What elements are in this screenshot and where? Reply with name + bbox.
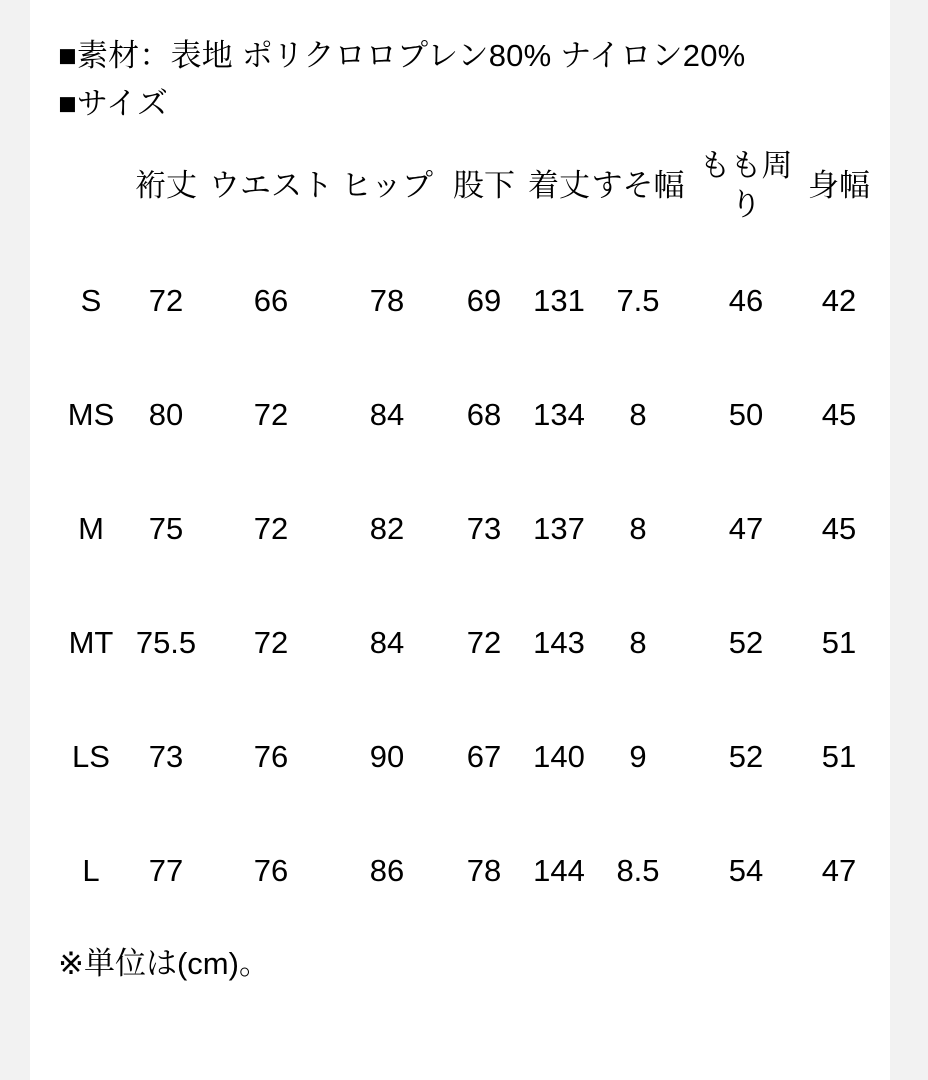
table-row (58, 358, 872, 472)
table-row (58, 700, 872, 814)
table-header-cell: 身幅 (808, 167, 870, 203)
table-cell: 76 (253, 852, 289, 888)
unit-note: ※単位は(cm)。 (58, 946, 270, 982)
table-cell: 80 (148, 396, 184, 432)
table-cell: 75 (148, 510, 184, 546)
table-cell: 52 (728, 738, 764, 774)
table-cell: 72 (466, 624, 502, 660)
row-size-label: S (80, 282, 102, 318)
table-cell: 78 (466, 852, 502, 888)
table-cell: 66 (253, 282, 289, 318)
table-cell: 8 (629, 510, 647, 546)
row-size-label: LS (72, 738, 110, 774)
table-cell: 45 (821, 510, 857, 546)
table-cell: 54 (728, 852, 764, 888)
table-row (58, 244, 872, 358)
table-cell: 50 (728, 396, 764, 432)
size-heading: ■サイズ (58, 86, 169, 122)
table-cell: 42 (821, 282, 857, 318)
table-cell: 8.5 (616, 852, 660, 888)
table-cell: 46 (728, 282, 764, 318)
row-size-label: L (82, 852, 100, 888)
table-header-cell: 股下 (453, 167, 515, 203)
table-header-cell: ヒップ (340, 167, 434, 203)
table-cell: 137 (533, 510, 585, 546)
table-cell: 77 (148, 852, 184, 888)
table-cell: 51 (821, 624, 857, 660)
table-cell: 9 (629, 738, 647, 774)
table-header-cell: すそ幅 (591, 167, 685, 203)
table-cell: 73 (148, 738, 184, 774)
table-cell: 72 (148, 282, 184, 318)
table-cell: 47 (821, 852, 857, 888)
table-cell: 72 (253, 510, 289, 546)
table-cell: 45 (821, 396, 857, 432)
table-cell: 140 (533, 738, 585, 774)
table-cell: 72 (253, 396, 289, 432)
document-content (30, 0, 890, 1080)
table-cell: 78 (369, 282, 405, 318)
material-heading: ■素材：表地 ポリクロロプレン80% ナイロン20% (58, 38, 746, 73)
table-cell: 47 (728, 510, 764, 546)
table-cell: 8 (629, 624, 647, 660)
left-gutter (0, 0, 30, 1080)
table-cell: 7.5 (616, 282, 660, 318)
table-row (58, 586, 872, 700)
table-cell: 69 (466, 282, 502, 318)
table-cell: 90 (369, 738, 405, 774)
table-header-cell: 裄丈 (135, 167, 197, 203)
right-gutter (890, 0, 928, 1080)
table-cell: 73 (466, 510, 502, 546)
table-cell: 8 (629, 396, 647, 432)
table-row (58, 472, 872, 586)
table-header-cell: ウエスト (209, 167, 333, 203)
table-cell: 143 (533, 624, 585, 660)
row-size-label: MT (68, 624, 114, 660)
table-header-cell: もも周り (699, 148, 793, 223)
table-cell: 51 (821, 738, 857, 774)
table-header-cell (58, 132, 124, 244)
table-header-row (58, 132, 872, 244)
table-cell: 75.5 (135, 624, 197, 660)
table-cell: 84 (369, 396, 405, 432)
table-cell: 84 (369, 624, 405, 660)
table-cell: 82 (369, 510, 405, 546)
table-header-cell: 着丈 (528, 167, 590, 203)
table-cell: 144 (533, 852, 585, 888)
table-row (58, 814, 872, 928)
table-cell: 72 (253, 624, 289, 660)
table-cell: 67 (466, 738, 502, 774)
table-cell: 131 (533, 282, 585, 318)
table-cell: 134 (533, 396, 585, 432)
table-cell: 76 (253, 738, 289, 774)
table-cell: 86 (369, 852, 405, 888)
table-cell: 52 (728, 624, 764, 660)
size-table (58, 132, 872, 928)
row-size-label: M (78, 510, 104, 546)
table-cell: 68 (466, 396, 502, 432)
row-size-label: MS (67, 396, 115, 432)
